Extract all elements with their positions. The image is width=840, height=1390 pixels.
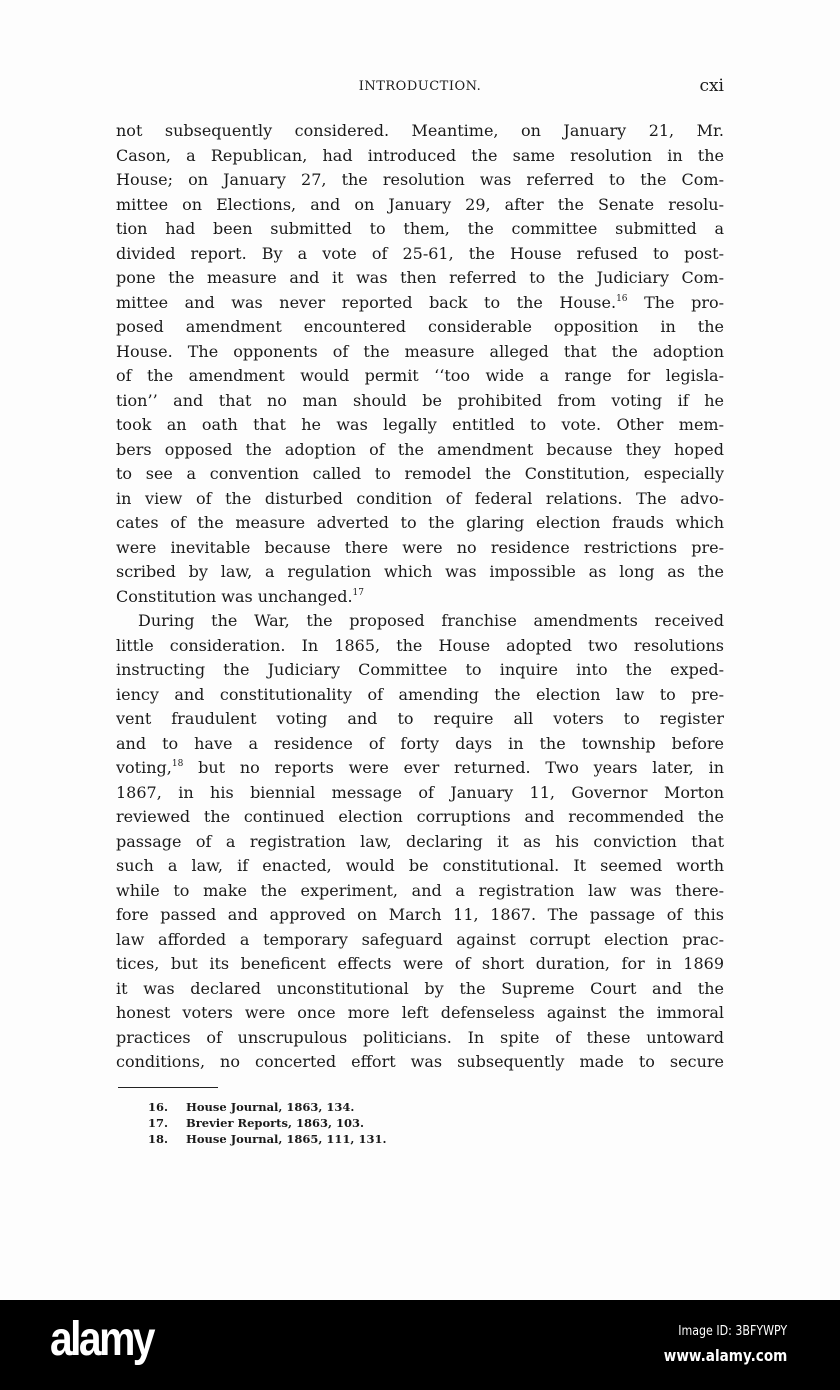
text-line bbox=[116, 879, 724, 904]
footnote-number: 17. bbox=[148, 1116, 169, 1130]
running-head bbox=[116, 76, 724, 98]
text-line bbox=[116, 1026, 724, 1051]
text-segment: House; on January 27, the resolution was referred to the Com- bbox=[116, 170, 724, 189]
footnote-text: House Journal, 1863, 134. bbox=[186, 1100, 355, 1114]
text-segment: divided report. By a vote of 25-61, the House refused to post- bbox=[116, 243, 724, 263]
text-segment: were inevitable because there were no residence restrictions pre- bbox=[116, 537, 724, 557]
text-line bbox=[116, 291, 724, 316]
text-line bbox=[116, 389, 724, 414]
text-line bbox=[116, 732, 724, 757]
text-segment: but no reports were ever returned. Two years later, in bbox=[183, 758, 724, 777]
footnote-number: 18. bbox=[148, 1132, 169, 1146]
text-line bbox=[116, 830, 724, 855]
text-line bbox=[116, 781, 724, 806]
footnote-text: Brevier Reports, 1863, 103. bbox=[186, 1116, 364, 1130]
watermark-bar bbox=[0, 1300, 840, 1390]
text-line bbox=[116, 609, 724, 634]
running-head-title: INTRODUCTION. bbox=[358, 79, 482, 94]
text-segment: During the War, the proposed franchise amendments received bbox=[138, 611, 724, 630]
text-segment: in view of the disturbed condition of federal relations. The advo- bbox=[116, 488, 724, 508]
text-line bbox=[116, 242, 724, 267]
text-line bbox=[116, 266, 724, 291]
text-segment: tion had been submitted to them, the committee submitted a bbox=[116, 219, 724, 238]
text-segment: House. The opponents of the measure alleged that the adoption bbox=[116, 341, 724, 361]
footnote-ref: 16 bbox=[616, 293, 628, 304]
text-line bbox=[116, 1050, 724, 1075]
text-segment: conditions, no concerted effort was subsequently made to secure bbox=[116, 1052, 724, 1071]
text-line bbox=[116, 560, 724, 585]
alamy-logo: alamy bbox=[50, 1313, 153, 1366]
text-segment: practices of unscrupulous politicians. In spite of these untoward bbox=[116, 1027, 724, 1047]
footnote-divider bbox=[118, 1087, 218, 1088]
text-segment: of the amendment would permit ‘‘too wide a range for legisla- bbox=[116, 366, 724, 385]
text-segment: The pro- bbox=[627, 292, 724, 312]
text-line bbox=[116, 536, 724, 561]
text-segment: posed amendment encountered considerable opposition in the bbox=[116, 317, 724, 336]
text-segment: instructing the Judiciary Committee to inquire into the exped- bbox=[116, 660, 724, 679]
text-segment: passage of a registration law, declaring it as his conviction that bbox=[116, 831, 724, 851]
text-segment: while to make the experiment, and a registration law was there- bbox=[116, 880, 724, 900]
text-segment: tices, but its beneficent effects were of short duration, for in 1869 bbox=[116, 954, 724, 973]
text-line bbox=[116, 119, 724, 144]
footnote-ref: 17 bbox=[352, 587, 364, 598]
body-text bbox=[116, 119, 724, 1075]
site-url: www.alamy.com bbox=[663, 1346, 787, 1365]
text-line bbox=[116, 511, 724, 536]
text-segment: scribed by law, a regulation which was impossible as long as the bbox=[116, 562, 724, 581]
text-line bbox=[116, 168, 724, 193]
text-line bbox=[116, 217, 724, 242]
text-segment: bers opposed the adoption of the amendment because they hoped bbox=[116, 439, 724, 459]
text-segment: iency and constitutionality of amending the election law to pre- bbox=[116, 684, 724, 704]
text-segment: cates of the measure adverted to the glaring election frauds which bbox=[116, 513, 724, 532]
text-line bbox=[116, 438, 724, 463]
footnote-ref: 18 bbox=[171, 759, 184, 769]
text-line bbox=[116, 413, 724, 438]
text-line bbox=[116, 683, 724, 708]
text-segment: law afforded a temporary safeguard against corrupt election prac- bbox=[116, 929, 724, 949]
text-segment: took an oath that he was legally entitled to vote. Other mem- bbox=[116, 415, 724, 434]
text-segment: such a law, if enacted, would be constitutional. It seemed worth bbox=[116, 856, 724, 875]
footnote bbox=[148, 1131, 386, 1147]
image-id: Image ID: 3BFYWPY bbox=[678, 1324, 787, 1339]
text-segment: mittee and was never reported back to the House. bbox=[116, 292, 617, 312]
text-line bbox=[116, 585, 724, 610]
text-line bbox=[116, 805, 724, 830]
footnote-text: House Journal, 1865, 111, 131. bbox=[186, 1132, 387, 1146]
text-segment: it was declared unconstitutional by the Supreme Court and the bbox=[116, 978, 724, 998]
text-line bbox=[116, 340, 724, 365]
text-segment: voting, bbox=[116, 758, 172, 777]
text-segment: and to have a residence of forty days in the township before bbox=[116, 733, 724, 753]
text-line bbox=[116, 193, 724, 218]
text-segment: little consideration. In 1865, the House adopted two resolutions bbox=[116, 635, 724, 655]
text-line bbox=[116, 854, 724, 879]
text-segment: not subsequently considered. Meantime, on January 21, Mr. bbox=[116, 121, 724, 140]
text-segment: 1867, in his biennial message of January 11, Governor Morton bbox=[116, 782, 724, 802]
text-segment: tion’’ and that no man should be prohibited from voting if he bbox=[116, 390, 724, 410]
text-segment: reviewed the continued election corruptions and recommended the bbox=[116, 807, 724, 826]
text-line bbox=[116, 707, 724, 732]
footnotes bbox=[148, 1099, 386, 1147]
text-segment: Cason, a Republican, had introduced the same resolution in the bbox=[116, 145, 724, 165]
text-line bbox=[116, 658, 724, 683]
text-segment: vent fraudulent voting and to require all voters to register bbox=[116, 709, 724, 728]
text-segment: fore passed and approved on March 11, 1867. The passage of this bbox=[116, 905, 724, 924]
text-line bbox=[116, 952, 724, 977]
text-line bbox=[116, 315, 724, 340]
text-segment: mittee on Elections, and on January 29, after the Senate resolu- bbox=[116, 194, 724, 214]
footnote-number: 16. bbox=[148, 1100, 169, 1114]
text-line bbox=[116, 1001, 724, 1026]
text-line bbox=[116, 928, 724, 953]
text-line bbox=[116, 487, 724, 512]
text-segment: pone the measure and it was then referred to the Judiciary Com- bbox=[116, 268, 724, 287]
text-line bbox=[116, 903, 724, 928]
text-line bbox=[116, 462, 724, 487]
text-line bbox=[116, 634, 724, 659]
text-segment: to see a convention called to remodel the Constitution, especially bbox=[116, 464, 724, 483]
footnote bbox=[148, 1115, 386, 1131]
footnote bbox=[148, 1099, 386, 1115]
text-segment: honest voters were once more left defenseless against the immoral bbox=[116, 1003, 724, 1022]
text-line bbox=[116, 144, 724, 169]
text-segment: Constitution was unchanged. bbox=[116, 586, 353, 606]
text-line bbox=[116, 364, 724, 389]
page-number: cxi bbox=[699, 76, 724, 96]
text-line bbox=[116, 756, 724, 781]
text-line bbox=[116, 977, 724, 1002]
